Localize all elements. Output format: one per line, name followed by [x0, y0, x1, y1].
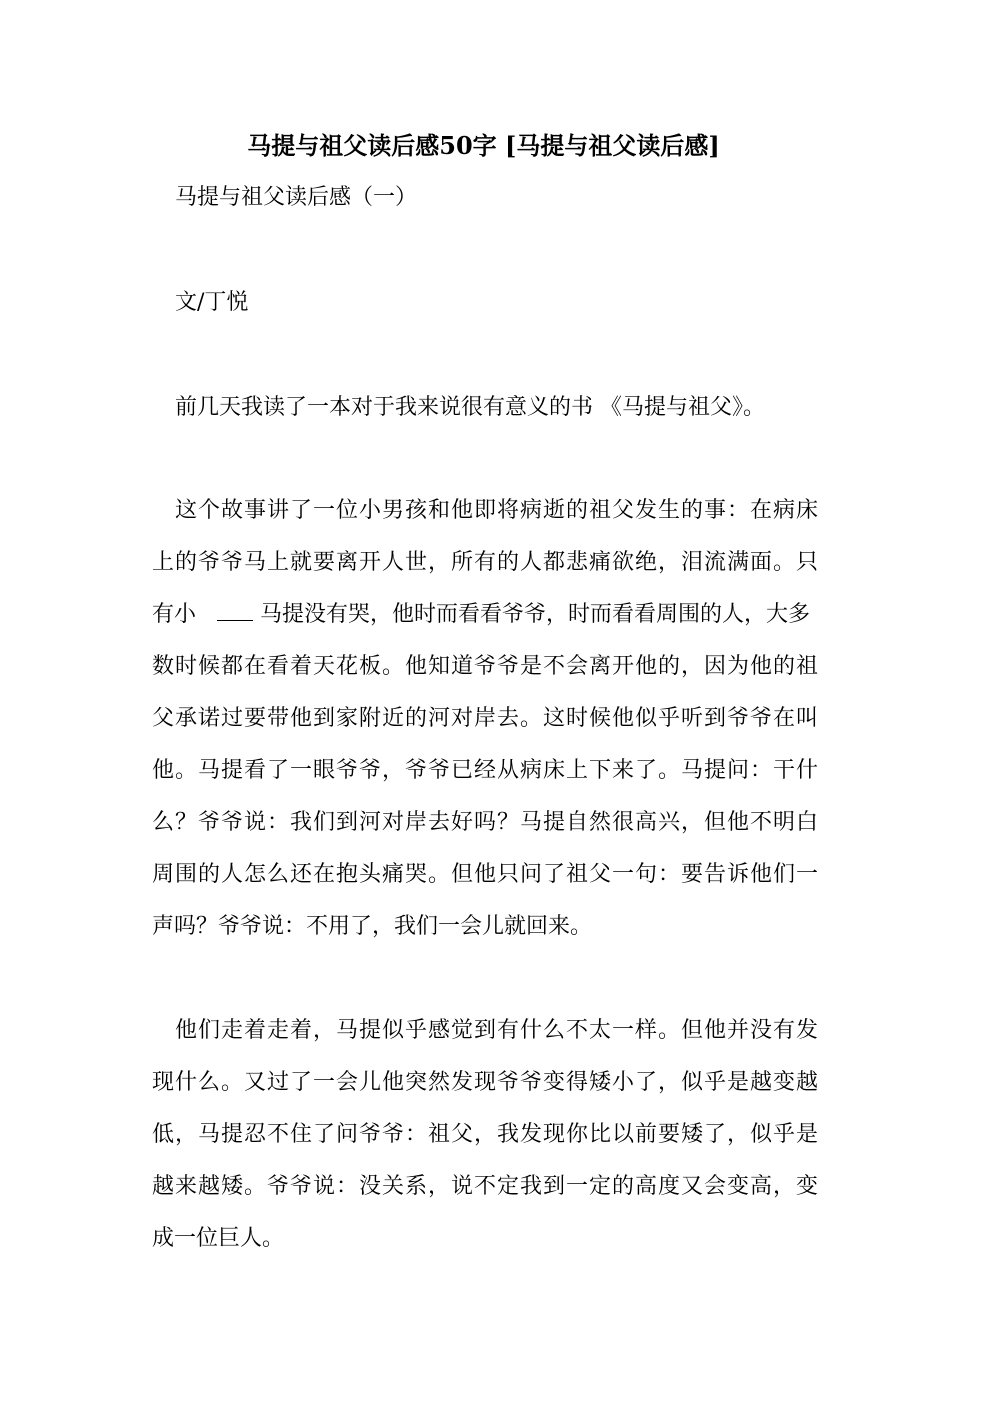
- paragraph-3-line-5: 成一位巨人。: [152, 1226, 285, 1251]
- paragraph-2-line-9: 声吗？爷爷说：不用了，我们一会儿就回来。: [152, 914, 593, 939]
- paragraph-3-line-4: 越来越矮。爷爷说：没关系，说不定我到一定的高度又会变高，变: [152, 1174, 818, 1199]
- paragraph-2-line-8: 周围的人怎么还在抱头痛哭。但他只问了祖父一句：要告诉他们一: [152, 862, 818, 887]
- document-subtitle: 马提与祖父读后感（一）: [175, 185, 418, 210]
- paragraph-1-line-1: 前几天我读了一本对于我来说很有意义的书 《马提与祖父》。: [175, 395, 765, 420]
- paragraph-3-line-1: 他们走着走着，马提似乎感觉到有什么不太一样。但他并没有发: [175, 1018, 818, 1043]
- author-line: 文/丁悦: [175, 290, 249, 315]
- paragraph-2-line-3: [152, 598, 818, 632]
- paragraph-2-line-4: 数时候都在看着天花板。他知道爷爷是不会离开他的，因为他的祖: [152, 654, 818, 679]
- paragraph-2-line-7: 么？爷爷说：我们到河对岸去好吗？马提自然很高兴，但他不明白: [152, 810, 818, 835]
- paragraph-3-line-3: 低，马提忍不住了问爷爷：祖父，我发现你比以前要矮了，似乎是: [152, 1122, 818, 1147]
- paragraph-2-line-5: 父承诺过要带他到家附近的河对岸去。这时候他似乎听到爷爷在叫: [152, 706, 818, 731]
- paragraph-2-line-6: 他。马提看了一眼爷爷，爷爷已经从病床上下来了。马提问：干什: [152, 758, 818, 783]
- fill-in-blank: [217, 602, 253, 621]
- paragraph-2-line-2: 上的爷爷马上就要离开人世，所有的人都悲痛欲绝，泪流满面。只: [152, 550, 818, 575]
- document-title: 马提与祖父读后感50字 [马提与祖父读后感]: [247, 131, 720, 160]
- paragraph-2-line-3-prefix: 有小: [152, 602, 197, 627]
- paragraph-3-line-2: 现什么。又过了一会儿他突然发现爷爷变得矮小了，似乎是越变越: [152, 1070, 818, 1095]
- paragraph-2-line-1: 这个故事讲了一位小男孩和他即将病逝的祖父发生的事：在病床: [175, 498, 818, 523]
- paragraph-2-line-3-text: 马提没有哭，他时而看看爷爷，时而看看周围的人，大多: [260, 602, 811, 627]
